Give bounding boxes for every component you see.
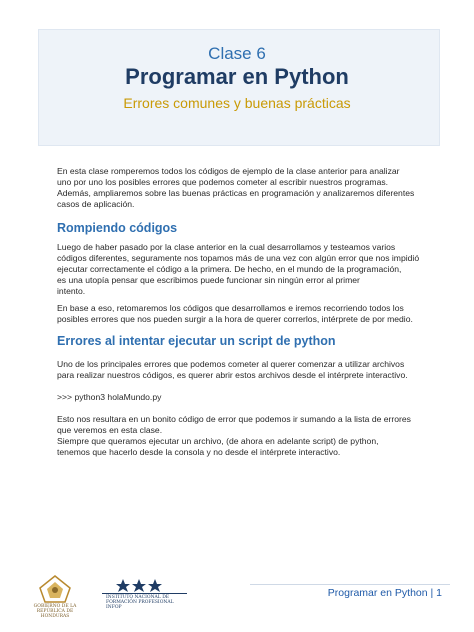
section-heading-errores: Errores al intentar ejecutar un script de python: [57, 334, 336, 348]
section2-line: Siempre que queramos ejecutar un archivo, (de ahora en adelante script) de python,: [57, 436, 379, 446]
footer-page-label: Programar en Python | 1: [327, 587, 442, 599]
section1-line: es una utopía pensar que escribimos puede funcionar sin ningún error al primer: [57, 275, 360, 285]
section1-line: posibles errores que nos pueden surgir a la hora de querer correrlos, intérprete de por medio.: [57, 314, 413, 324]
section2-line: Esto nos resultara en un bonito código de error que podemos ir sumando a la lista de errores: [57, 414, 411, 424]
section1-line: intento.: [57, 286, 86, 296]
infop-label: INFOP: [106, 605, 122, 610]
infop-label: FORMACIÓN PROFESIONAL: [106, 600, 174, 605]
section-heading-rompiendo: Rompiendo códigos: [57, 221, 178, 235]
gov-logo-label: REPÚBLICA DE HONDURAS: [36, 609, 74, 619]
section2-line: tenemos que hacerlo desde la consola y no desde el intérprete interactivo.: [57, 447, 341, 457]
footer-divider: [250, 584, 450, 585]
intro-line: casos de aplicación.: [57, 199, 135, 209]
page-subtitle: Errores comunes y buenas prácticas: [123, 95, 351, 111]
gov-logo-label: GOBIERNO DE LA: [33, 604, 77, 609]
class-number: Clase 6: [208, 44, 266, 63]
section1-line: En base a eso, retomaremos los códigos que desarrollamos e iremos recorriendo todos los: [57, 303, 404, 313]
section2-line: que veremos en esta clase.: [57, 425, 163, 435]
infop-rule: [102, 593, 187, 594]
section1-line: Luego de haber pasado por la clase anterior en la cual desarrollamos y testeamos varios: [57, 242, 396, 252]
section2-line: para realizar nuestros códigos, es querer abrir estos archivos desde el intérprete interactivo.: [57, 370, 408, 380]
footer-logos: [30, 574, 210, 619]
section1-line: ejecutar correctamente el código a la primera. De hecho, en el mundo de la programación,: [57, 264, 402, 274]
section2-line: Uno de los principales errores que podemos cometer al querer comenzar a utilizar archivos: [57, 359, 405, 369]
intro-line: En esta clase romperemos todos los códigos de ejemplo de la clase anterior para analizar: [57, 166, 400, 176]
page-title: Programar en Python: [125, 64, 349, 89]
code-example: >>> python3 holaMundo.py: [57, 392, 162, 402]
infop-label: INSTITUTO NACIONAL DE: [106, 595, 170, 600]
infop-stars-icon: [105, 578, 175, 592]
intro-line: uno por uno los posibles errores que podemos cometer al escribir nuestros programas.: [57, 177, 389, 187]
honduras-coat-of-arms-icon: [30, 574, 80, 604]
intro-line: Además, ampliaremos sobre las buenas prácticas en programación y analizaremos diferentes: [57, 188, 415, 198]
section1-line: códigos diferentes, seguramente nos topamos más de una vez con algún error que nos impidió: [57, 253, 420, 263]
